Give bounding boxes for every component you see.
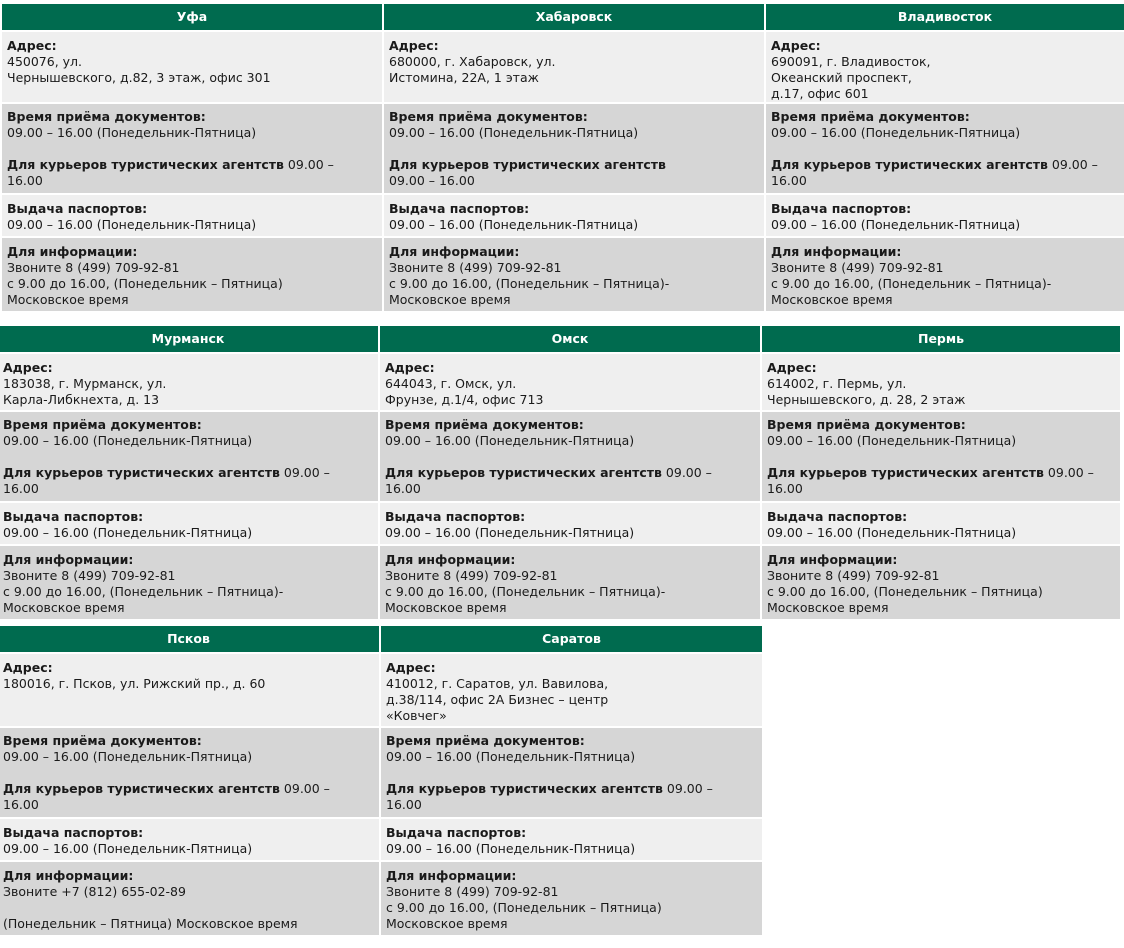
couriers-inline: 09.00 – (662, 781, 713, 796)
address-value: 680000, г. Хабаровск, ул. Истомина, 22А, 1 этаж (389, 54, 556, 85)
passports-cell (380, 501, 760, 544)
city-header: Саратов (381, 626, 762, 652)
info-label: Для информации: (385, 552, 516, 567)
info-value: Звоните +7 (812) 655-02-89 (Понедельник – Пятница) Московское время (3, 884, 298, 931)
address-label: Адрес: (386, 660, 436, 675)
docs-label: Время приёма документов: (771, 109, 970, 124)
docs-row (0, 726, 762, 817)
info-row (0, 544, 1120, 619)
address-cell (2, 30, 382, 102)
address-cell (762, 352, 1120, 410)
couriers-line (389, 157, 759, 173)
info-cell (762, 544, 1120, 619)
info-label: Для информации: (767, 552, 898, 567)
address-label: Адрес: (3, 660, 53, 675)
info-cell (381, 860, 762, 935)
couriers-inline: 09.00 – (1047, 157, 1098, 172)
info-cell (384, 236, 764, 311)
passports-row (0, 817, 762, 860)
passports-value: 09.00 – 16.00 (Понедельник-Пятница) (7, 217, 257, 232)
address-cell (380, 352, 760, 410)
passports-label: Выдача паспортов: (386, 825, 527, 840)
info-label: Для информации: (386, 868, 517, 883)
passports-label: Выдача паспортов: (3, 825, 144, 840)
docs-label: Время приёма документов: (385, 417, 584, 432)
couriers-value: 16.00 (7, 173, 43, 188)
info-label: Для информации: (7, 244, 138, 259)
passports-cell (2, 193, 382, 236)
couriers-inline: 09.00 – (283, 157, 334, 172)
couriers-line (771, 157, 1119, 173)
passports-cell (381, 817, 762, 860)
info-label: Для информации: (3, 868, 134, 883)
passports-label: Выдача паспортов: (3, 509, 144, 524)
passports-row (2, 193, 1124, 236)
address-value: 644043, г. Омск, ул. Фрунзе, д.1/4, офис 713 (385, 376, 544, 407)
docs-value: 09.00 – 16.00 (Понедельник-Пятница) (389, 125, 639, 140)
couriers-inline: 09.00 – (661, 465, 712, 480)
passports-value: 09.00 – 16.00 (Понедельник-Пятница) (386, 841, 636, 856)
docs-cell (0, 726, 379, 817)
passports-value: 09.00 – 16.00 (Понедельник-Пятница) (767, 525, 1017, 540)
address-cell (381, 652, 762, 726)
passports-row (0, 501, 1120, 544)
passports-value: 09.00 – 16.00 (Понедельник-Пятница) (3, 841, 253, 856)
couriers-label: Для курьеров туристических агентств (389, 157, 666, 172)
couriers-value: 16.00 (771, 173, 807, 188)
passports-label: Выдача паспортов: (389, 201, 530, 216)
offices-table-1 (0, 4, 1124, 311)
city-header: Пермь (762, 326, 1120, 352)
docs-cell (381, 726, 762, 817)
city-header: Омск (380, 326, 760, 352)
address-row (0, 352, 1120, 410)
couriers-line (386, 781, 757, 797)
info-value: Звоните 8 (499) 709-92-81 с 9.00 до 16.00, (Понедельник – Пятница) Московское время (386, 884, 662, 931)
info-cell (380, 544, 760, 619)
info-cell (2, 236, 382, 311)
info-value: Звоните 8 (499) 709-92-81 с 9.00 до 16.00, (Понедельник – Пятница) Московское время (767, 568, 1043, 615)
couriers-label: Для курьеров туристических агентств (3, 781, 280, 796)
docs-label: Время приёма документов: (7, 109, 206, 124)
docs-label: Время приёма документов: (386, 733, 585, 748)
address-label: Адрес: (7, 38, 57, 53)
couriers-label: Для курьеров туристических агентств (7, 157, 284, 172)
address-label: Адрес: (385, 360, 435, 375)
address-label: Адрес: (389, 38, 439, 53)
docs-value: 09.00 – 16.00 (Понедельник-Пятница) (386, 749, 636, 764)
passports-cell (384, 193, 764, 236)
couriers-value: 16.00 (3, 797, 39, 812)
couriers-value: 16.00 (767, 481, 803, 496)
address-value: 450076, ул. Чернышевского, д.82, 3 этаж, офис 301 (7, 54, 271, 85)
passports-value: 09.00 – 16.00 (Понедельник-Пятница) (389, 217, 639, 232)
docs-value: 09.00 – 16.00 (Понедельник-Пятница) (3, 749, 253, 764)
couriers-label: Для курьеров туристических агентств (767, 465, 1044, 480)
docs-value: 09.00 – 16.00 (Понедельник-Пятница) (767, 433, 1017, 448)
couriers-inline: 09.00 – (1043, 465, 1094, 480)
docs-cell (766, 102, 1124, 193)
couriers-line (3, 781, 374, 797)
docs-value: 09.00 – 16.00 (Понедельник-Пятница) (771, 125, 1021, 140)
couriers-inline: 09.00 – (279, 465, 330, 480)
passports-value: 09.00 – 16.00 (Понедельник-Пятница) (771, 217, 1021, 232)
passports-cell (0, 501, 378, 544)
docs-row (2, 102, 1124, 193)
couriers-label: Для курьеров туристических агентств (3, 465, 280, 480)
address-value: 410012, г. Саратов, ул. Вавилова, д.38/114, офис 2А Бизнес – центр «Ковчег» (386, 676, 609, 723)
header-row (0, 626, 762, 652)
couriers-line (385, 465, 755, 481)
passports-value: 09.00 – 16.00 (Понедельник-Пятница) (385, 525, 635, 540)
info-row (2, 236, 1124, 311)
city-header: Уфа (2, 4, 382, 30)
address-cell (0, 352, 378, 410)
info-value: Звоните 8 (499) 709-92-81 с 9.00 до 16.00, (Понедельник – Пятница)- Московское время (389, 260, 670, 307)
couriers-line (767, 465, 1115, 481)
address-cell (766, 30, 1124, 102)
couriers-inline: 09.00 – (279, 781, 330, 796)
docs-cell (0, 410, 378, 501)
address-label: Адрес: (3, 360, 53, 375)
couriers-line (3, 465, 373, 481)
passports-label: Выдача паспортов: (7, 201, 148, 216)
offices-table-2 (0, 326, 1122, 619)
city-header: Хабаровск (384, 4, 764, 30)
passports-label: Выдача паспортов: (771, 201, 912, 216)
couriers-value: 09.00 – 16.00 (389, 173, 475, 188)
passports-cell (0, 817, 379, 860)
info-value: Звоните 8 (499) 709-92-81 с 9.00 до 16.00, (Понедельник – Пятница)- Московское время (3, 568, 284, 615)
info-label: Для информации: (389, 244, 520, 259)
docs-cell (384, 102, 764, 193)
info-value: Звоните 8 (499) 709-92-81 с 9.00 до 16.00, (Понедельник – Пятница)- Московское время (771, 260, 1052, 307)
couriers-value: 16.00 (386, 797, 422, 812)
docs-value: 09.00 – 16.00 (Понедельник-Пятница) (7, 125, 257, 140)
header-row (2, 4, 1124, 30)
info-cell (766, 236, 1124, 311)
address-label: Адрес: (767, 360, 817, 375)
docs-cell (762, 410, 1120, 501)
docs-label: Время приёма документов: (3, 733, 202, 748)
couriers-label: Для курьеров туристических агентств (386, 781, 663, 796)
passports-cell (766, 193, 1124, 236)
docs-cell (380, 410, 760, 501)
info-value: Звоните 8 (499) 709-92-81 с 9.00 до 16.00, (Понедельник – Пятница) Московское время (7, 260, 283, 307)
passports-label: Выдача паспортов: (767, 509, 908, 524)
couriers-value: 16.00 (3, 481, 39, 496)
header-row (0, 326, 1120, 352)
address-value: 183038, г. Мурманск, ул. Карла-Либкнехта, д. 13 (3, 376, 167, 407)
couriers-value: 16.00 (385, 481, 421, 496)
address-value: 614002, г. Пермь, ул. Чернышевского, д. 28, 2 этаж (767, 376, 966, 407)
passports-label: Выдача паспортов: (385, 509, 526, 524)
city-header: Владивосток (766, 4, 1124, 30)
offices-table-3 (0, 626, 764, 935)
docs-value: 09.00 – 16.00 (Понедельник-Пятница) (385, 433, 635, 448)
info-value: Звоните 8 (499) 709-92-81 с 9.00 до 16.00, (Понедельник – Пятница)- Московское время (385, 568, 666, 615)
docs-cell (2, 102, 382, 193)
city-header: Псков (0, 626, 379, 652)
address-cell (384, 30, 764, 102)
couriers-label: Для курьеров туристических агентств (771, 157, 1048, 172)
docs-label: Время приёма документов: (389, 109, 588, 124)
passports-cell (762, 501, 1120, 544)
info-cell (0, 544, 378, 619)
passports-value: 09.00 – 16.00 (Понедельник-Пятница) (3, 525, 253, 540)
docs-label: Время приёма документов: (3, 417, 202, 432)
address-label: Адрес: (771, 38, 821, 53)
address-cell (0, 652, 379, 726)
info-row (0, 860, 762, 935)
docs-value: 09.00 – 16.00 (Понедельник-Пятница) (3, 433, 253, 448)
docs-label: Время приёма документов: (767, 417, 966, 432)
address-value: 690091, г. Владивосток, Океанский проспект, д.17, офис 601 (771, 54, 931, 101)
info-cell (0, 860, 379, 935)
couriers-line (7, 157, 377, 173)
info-label: Для информации: (771, 244, 902, 259)
address-value: 180016, г. Псков, ул. Рижский пр., д. 60 (3, 676, 266, 691)
city-header: Мурманск (0, 326, 378, 352)
address-row (0, 652, 762, 726)
info-label: Для информации: (3, 552, 134, 567)
couriers-label: Для курьеров туристических агентств (385, 465, 662, 480)
address-row (2, 30, 1124, 102)
docs-row (0, 410, 1120, 501)
